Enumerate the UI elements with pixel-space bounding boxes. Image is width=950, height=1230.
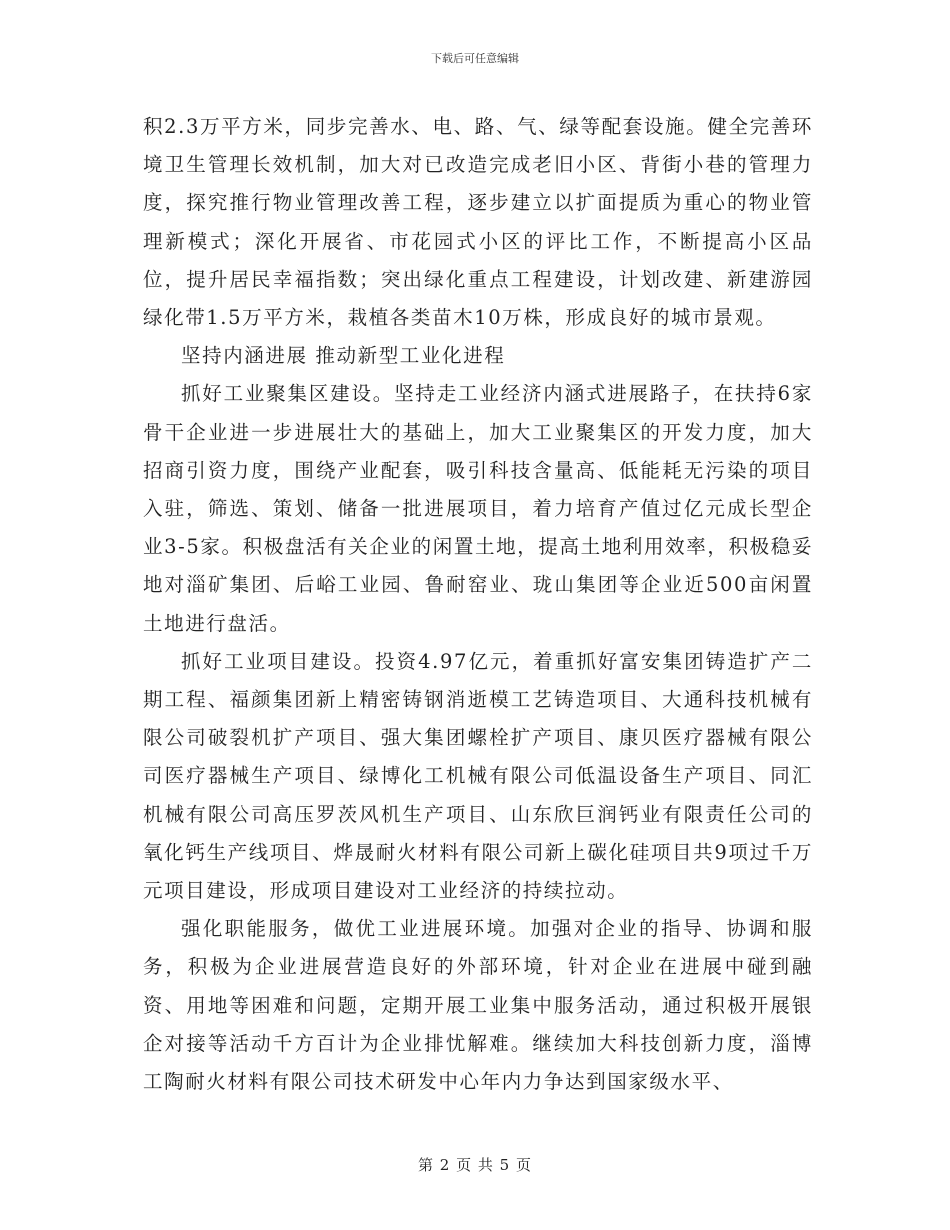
section-heading: 坚持内涵进展 推动新型工业化进程 <box>181 344 506 368</box>
paragraph-services: 强化职能服务，做优工业进展环境。加强对企业的指导、协调和服务，积极为企业进展营造良好的外部环境，针对企业在进展中碰到融资、用地等困难和问题，定期开展工业集中服务活动，通过积极开展银企对接等活动千方百计为企业排忧解难。继续加大科技创新力度，淄博工陶耐火材料有限公司技术研发中心年内力争达到国家级水平、 <box>143 917 813 1094</box>
page-header: 下载后可任意编辑 <box>431 52 519 65</box>
paragraph-industrial-projects: 抓好工业项目建设。投资4.97亿元，着重抓好富安集团铸造扩产二期工程、福颜集团新上精密铸钢消逝模工艺铸造项目、大通科技机械有限公司破裂机扩产项目、强大集团螺栓扩产项目、康贝医疗器械有限公司医疗器械生产项目、绿博化工机械有限公司低温设备生产项目、同汇机械有限公司高压罗茨风机生产项目、山东欣巨润钙业有限责任公司的氧化钙生产线项目、烨晟耐火材料有限公司新上碳化硅项目共9项过千万元项目建设，形成项目建设对工业经济的持续拉动。 <box>143 649 813 903</box>
document-body <box>143 108 813 1101</box>
page-number: 第 2 页 共 5 页 <box>418 1156 532 1174</box>
paragraph-continuation: 积2.3万平方米，同步完善水、电、路、气、绿等配套设施。健全完善环境卫生管理长效机制，加大对已改造完成老旧小区、背街小巷的管理力度，探究推行物业管理改善工程，逐步建立以扩面提质为重心的物业管理新模式；深化开展省、市花园式小区的评比工作，不断提高小区品位，提升居民幸福指数；突出绿化重点工程建设，计划改建、新建游园绿化带1.5万平方米，栽植各类苗木10万株，形成良好的城市景观。 <box>143 115 813 330</box>
paragraph-industrial-cluster: 抓好工业聚集区建设。坚持走工业经济内涵式进展路子，在扶持6家骨干企业进一步进展壮大的基础上，加大工业聚集区的开发力度，加大招商引资力度，围绕产业配套，吸引科技含量高、低能耗无污染的项目入驻，筛选、策划、储备一批进展项目，着力培育产值过亿元成长型企业3-5家。积极盘活有关企业的闲置土地，提高土地利用效率，积极稳妥地对淄矿集团、后峪工业园、鲁耐窑业、珑山集团等企业近500亩闲置土地进行盘活。 <box>143 382 813 635</box>
